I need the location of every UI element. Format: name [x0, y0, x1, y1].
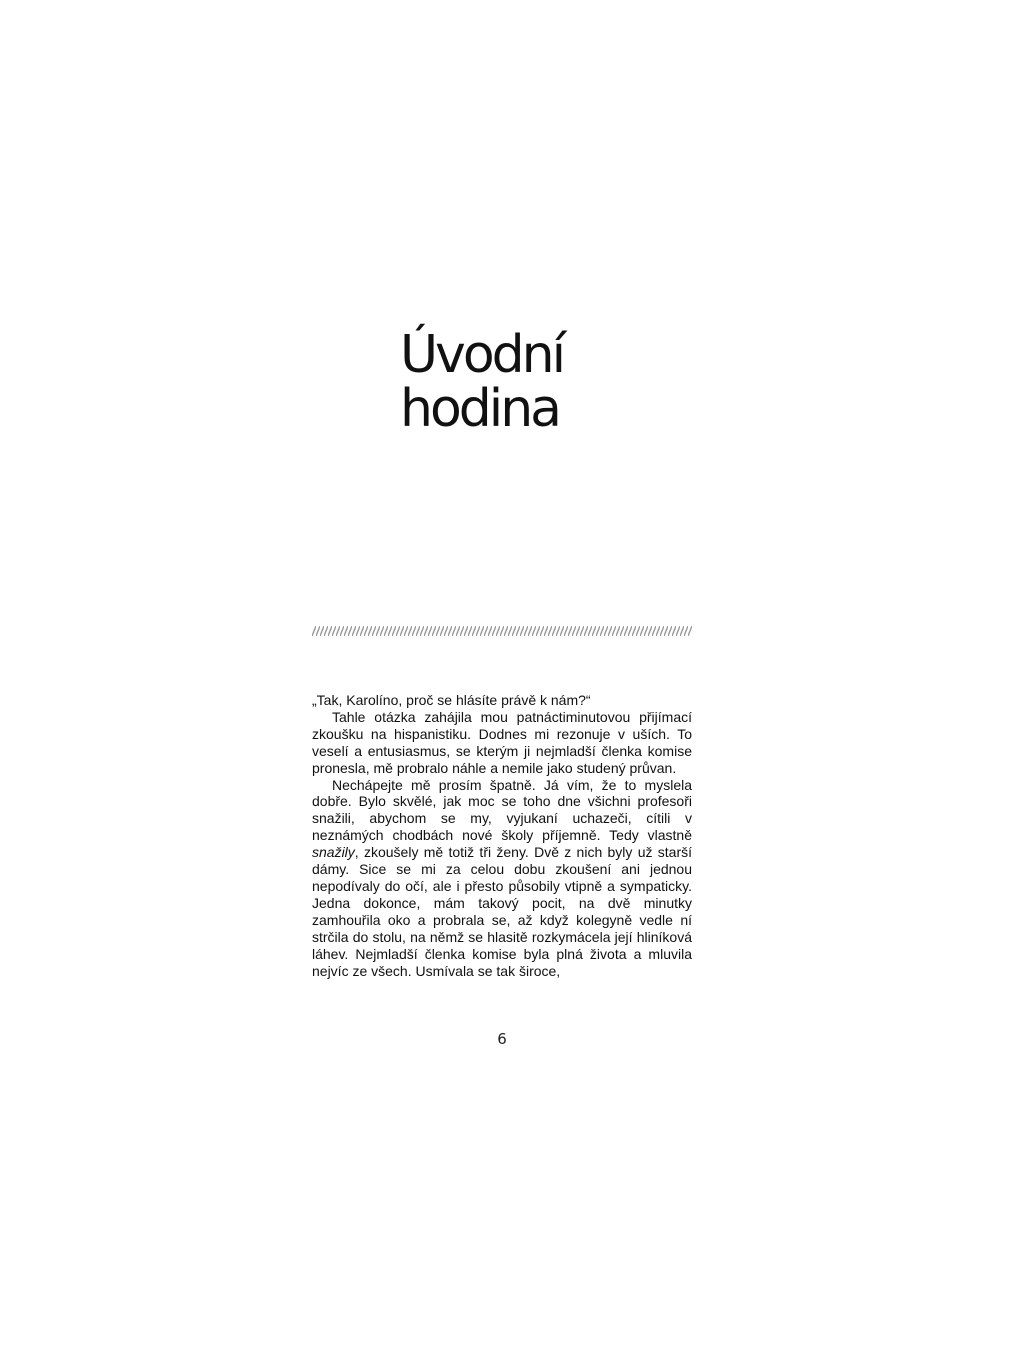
chapter-title-line-1: Úvodní [400, 325, 564, 385]
chapter-title [400, 325, 660, 439]
hatched-divider [312, 626, 692, 636]
paragraph-dialogue: „Tak, Karolíno, proč se hlásíte právě k nám?“ [312, 692, 591, 708]
page-number: 6 [497, 1030, 507, 1048]
paragraph-text: Nechápejte mě prosím špatně. Já vím, že to myslela dobře. Bylo skvělé, jak moc se toho dne všichni profesoři snažili, abychom se my, vyjukaní uchazeči, cítili v neznámých chodbách nové školy příjemně. Tedy vlastně [312, 776, 692, 844]
paragraph [312, 777, 692, 980]
chapter-title-line-2: hodina [400, 379, 560, 439]
paragraph: Tahle otázka zahájila mou patnáctiminutovou přijímací zkoušku na hispanistiku. Dodnes mi rezonuje v uších. To veselí a entusiasmus, se kterým ji nejmladší členka komise pronesla, mě probralo náhle a nemile jako studený průvan. [312, 708, 692, 776]
emphasized-word: snažily [312, 844, 355, 861]
body-text [312, 692, 692, 979]
paragraph-text: , zkoušely mě totiž tři ženy. Dvě z nich byly už starší dámy. Sice se mi za celou dobu zkoušení ani jednou nepodívaly do očí, ale i přesto působily vtipně a sympaticky. Jedna dokonce, mám takový pocit, na dvě minutky zamhouřila oko a probrala se, až když kolegyně vedle ní strčila do stolu, na němž se hlasitě rozkymácela její hliníková láhev. Nejmladší členka komise byla plná života a mluvila nejvíc ze všech. Usmívala se tak široce, [312, 844, 692, 979]
